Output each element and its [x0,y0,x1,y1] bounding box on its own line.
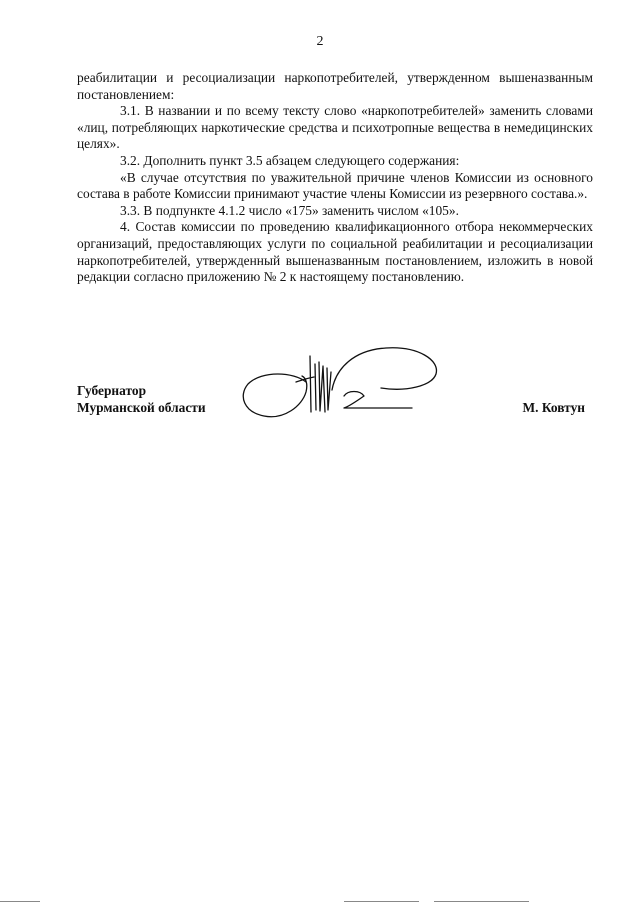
paragraph-3-2: 3.2. Дополнить пункт 3.5 абзацем следующего содержания: [120,152,460,168]
signature-block [77,382,593,432]
page-number: 2 [316,34,324,49]
footer-rule-middle [344,901,419,902]
signatory-name: М. Ковтун [522,400,585,415]
signatory-title: Губернатор [77,383,147,398]
footer-rule-right [434,901,529,902]
paragraph-3-1: 3.1. В названии и по всему тексту слово «наркопотребителей» заменить словами «лиц, потребляющих наркотические средства и психотропные вещества в немедицинских целях». [77,103,593,152]
paragraph-3-2-quote: «В случае отсутствия по уважительной причине членов Комиссии из основного состава в работе Комиссии принимают участие члены Комиссии из резервного состава.». [77,169,593,202]
document-body [77,70,593,286]
paragraph-4: 4. Состав комиссии по проведению квалификационного отбора некоммерческих организаций, предоставляющих услуги по социальной реабилитации и ресоциализации наркопотребителей, утвержденный вышеназванным постановлением, изложить в новой редакции согласно приложению № 2 к настоящему постановлению. [77,219,593,285]
signatory-position [77,382,206,416]
paragraph-intro-continuation: реабилитации и ресоциализации наркопотребителей, утвержденном вышеназванным постановлением: [77,70,593,102]
signatory-region: Мурманской области [77,400,206,415]
footer-rule-left [0,901,40,902]
paragraph-3-3: 3.3. В подпункте 4.1.2 число «175» заменить числом «105». [120,202,459,218]
